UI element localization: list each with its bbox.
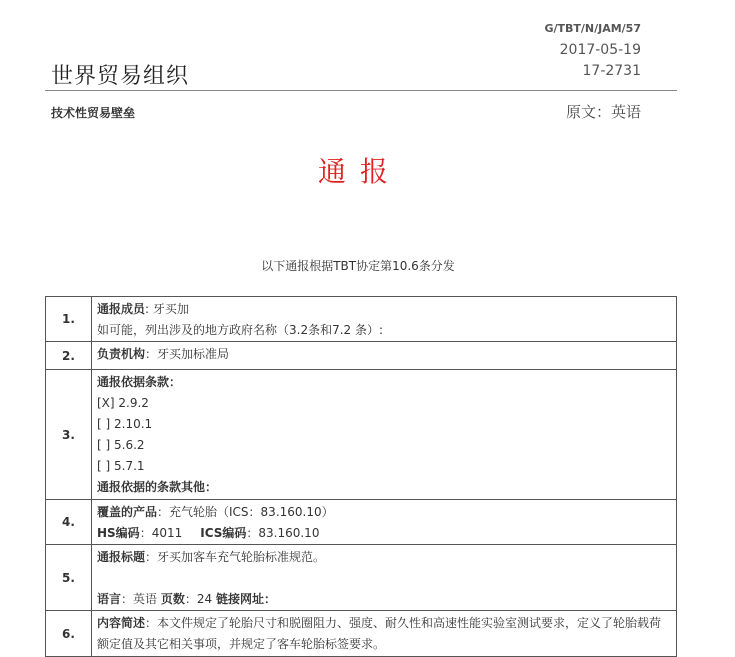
- article-option: [ ] 5.6.2: [97, 438, 145, 452]
- committee-name: 技术性贸易壁垒: [51, 106, 136, 120]
- hs-value: ：4011: [139, 526, 183, 540]
- pages-value: ：24: [184, 592, 213, 606]
- products-value: ：充气轮胎（ICS：83.160.10）: [157, 505, 334, 519]
- row-content: [92, 545, 677, 611]
- header-divider: [45, 90, 677, 91]
- agency-value: ：牙买加标准局: [145, 347, 230, 361]
- notification-table: [45, 296, 677, 657]
- row-content: [92, 611, 677, 657]
- row-content: [92, 370, 677, 500]
- description-label: 内容简述: [97, 616, 146, 630]
- articles-label: 通报依据条款：: [97, 375, 182, 389]
- table-row: [46, 545, 677, 611]
- title-label: 通报标题: [97, 550, 146, 564]
- member-label: 通报成员: [97, 302, 146, 316]
- language-label: 语言: [97, 592, 122, 606]
- table-row: [46, 297, 677, 342]
- products-label: 覆盖的产品: [97, 505, 158, 519]
- row-number: 6.: [46, 611, 92, 657]
- document-serial: 17-2731: [582, 63, 641, 79]
- table-row: [46, 611, 677, 657]
- member-value: : 牙买加: [145, 302, 189, 316]
- title-line: [97, 547, 670, 568]
- document-symbol: G/TBT/N/JAM/57: [544, 22, 641, 35]
- title-value: ：牙买加客车充气轮胎标准规范。: [145, 550, 326, 564]
- hs-label: HS编码: [97, 526, 140, 540]
- products-line: [97, 502, 670, 523]
- original-language: 原文：英语: [565, 103, 641, 121]
- article-option: [ ] 2.10.1: [97, 417, 153, 431]
- row-content: [92, 500, 677, 545]
- agency-label: 负责机构: [97, 347, 146, 361]
- organization-name: 世界贸易组织: [51, 64, 190, 89]
- member-line: [97, 299, 670, 320]
- article-option: [X] 2.9.2: [97, 396, 149, 410]
- page-title: 通报: [317, 155, 402, 188]
- row-number: 4.: [46, 500, 92, 545]
- pages-label: 页数: [160, 592, 185, 606]
- language-value: ：英语: [121, 592, 158, 606]
- article-option: [ ] 5.7.1: [97, 459, 145, 473]
- row-number: 1.: [46, 297, 92, 342]
- language-pages-line: [97, 589, 670, 610]
- other-articles-label: 通报依据的条款其他：: [97, 480, 218, 494]
- table-row: [46, 500, 677, 545]
- codes-line: [97, 523, 670, 544]
- row-number: 5.: [46, 545, 92, 611]
- description-text: [92, 611, 676, 655]
- row-content: [92, 342, 677, 370]
- ics-value: ：83.160.10: [246, 526, 320, 540]
- row-number: 3.: [46, 370, 92, 500]
- document-date: 2017-05-19: [559, 42, 641, 58]
- table-row: [46, 370, 677, 500]
- ics-label: ICS编码: [200, 526, 247, 540]
- table-row: [46, 342, 677, 370]
- intro-text: 以下通报根据TBT协定第10.6条分发: [261, 259, 455, 273]
- link-label: 链接网址：: [215, 592, 276, 606]
- local-gov-line: 如可能，列出涉及的地方政府名称（3.2条和7.2 条）:: [97, 323, 384, 337]
- row-number: 2.: [46, 342, 92, 370]
- row-content: [92, 297, 677, 342]
- description-value: ：本文件规定了轮胎尺寸和脱圈阻力、强度、耐久性和高速性能实验室测试要求，定义了轮胎载荷额定值及其它相关事项，并规定了客车轮胎标签要求。: [97, 616, 662, 651]
